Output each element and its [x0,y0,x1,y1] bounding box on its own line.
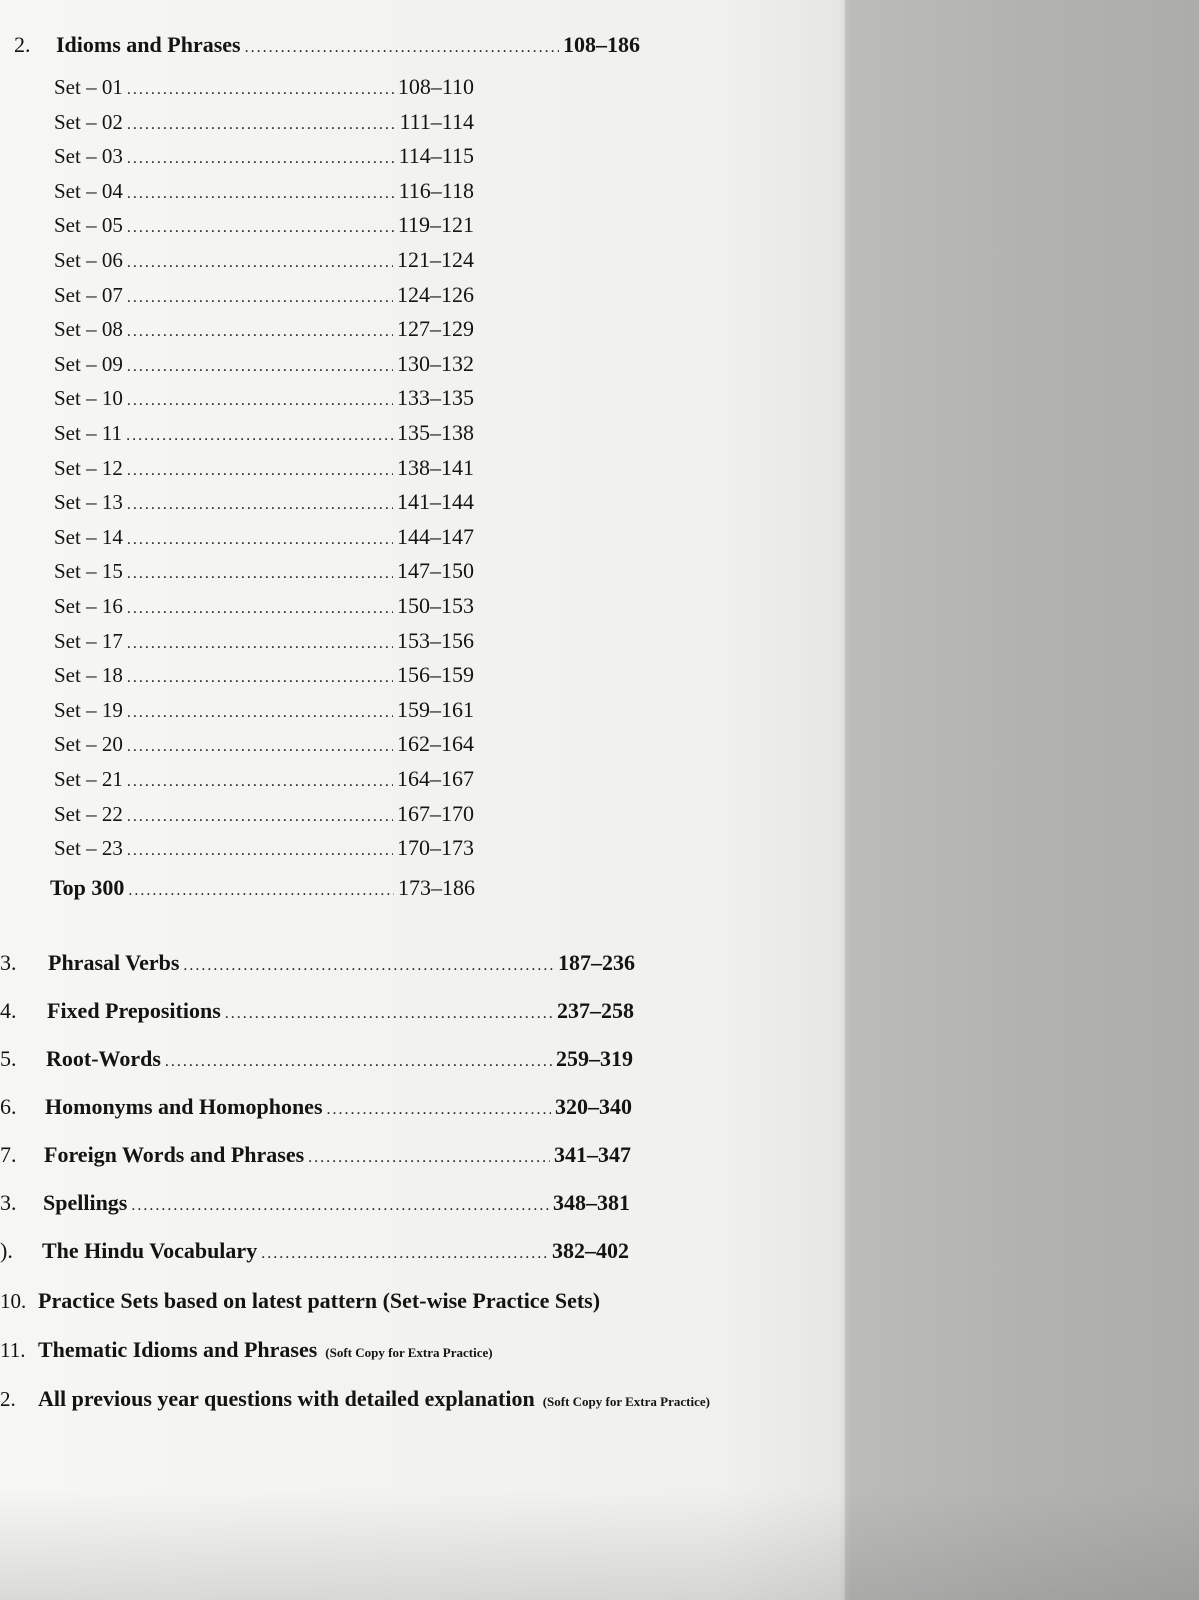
toc-entry-set [54,351,474,377]
set-label: Set – 13 [54,490,123,515]
entry-pages: 382–402 [552,1238,629,1263]
entry-pages: 320–340 [555,1094,632,1119]
dot-leader [127,323,393,341]
set-pages: 135–138 [397,420,474,445]
set-label: Set – 15 [54,559,123,584]
set-pages: 108–110 [397,74,474,99]
entry-title: Top 300 [50,875,125,900]
toc-entry-set [54,489,474,515]
dot-leader [245,39,559,57]
toc-entry-chapter [0,1046,633,1072]
dot-leader [127,600,393,618]
toc-entry-set [54,385,474,411]
toc-entry-chapter [0,950,635,976]
dot-leader [183,957,554,975]
set-pages: 138–141 [397,454,474,480]
set-pages: 121–124 [397,247,474,272]
entry-title: Phrasal Verbs [48,950,180,975]
dot-leader [127,842,393,860]
entry-number: 7. [0,1142,17,1167]
toc-entry-set [54,593,474,619]
entry-pages: 173–186 [398,875,475,900]
toc-entry-set [54,628,474,654]
entry-title: Homonyms and Homophones [45,1094,323,1119]
toc-entry-set [54,212,474,238]
set-label: Set – 11 [54,421,123,445]
toc-entry-chapter [0,998,634,1024]
toc-entry-chapter [0,1190,630,1216]
dot-leader [127,738,393,756]
toc-entry-set [54,731,474,757]
toc-entry-chapter [0,1094,632,1120]
set-label: Set – 10 [54,386,123,411]
toc-entry-set [54,282,474,308]
entry-number: 2. [14,32,31,57]
dot-leader [126,427,393,445]
entry-number: 6. [0,1094,17,1119]
entry-title: The Hindu Vocabulary [42,1238,258,1263]
entry-number: 10. [0,1289,27,1313]
entry-title: Root-Words [46,1046,161,1071]
entry-title: Idioms and Phrases [56,32,241,57]
toc-entry-previous-year [0,1386,710,1412]
set-label: Set – 02 [54,109,123,134]
set-label: Set – 20 [54,732,123,757]
entry-title: Foreign Words and Phrases [44,1142,305,1167]
set-label: Set – 21 [54,767,123,791]
entry-pages: 237–258 [557,998,634,1023]
set-pages: 159–161 [397,696,474,722]
toc-entry-chapter [0,1142,631,1168]
toc-entry-set [54,662,474,688]
entry-note: (Soft Copy for Extra Practice) [325,1345,493,1360]
entry-number: 11. [0,1338,26,1362]
set-label: Set – 17 [54,628,123,653]
set-pages: 164–167 [397,766,474,791]
toc-entry-idioms [14,32,640,58]
dot-leader [127,150,395,168]
set-label: Set – 06 [54,248,123,272]
entry-title: Spellings [43,1190,128,1215]
toc-entry-set [54,455,474,481]
entry-title: Fixed Prepositions [47,998,221,1023]
toc-entry-set [54,524,474,550]
entry-number: ). [0,1238,13,1263]
dot-leader [127,81,394,99]
entry-number: 2. [0,1387,16,1411]
dot-leader [127,289,393,307]
set-label: Set – 09 [54,351,123,376]
set-label: Set – 08 [54,317,123,342]
dot-leader [308,1149,550,1167]
set-pages: 170–173 [397,835,474,861]
entry-pages: 108–186 [563,32,640,57]
toc-entry-set [54,420,474,446]
entry-pages: 341–347 [554,1142,631,1167]
dot-leader [127,358,393,376]
set-pages: 150–153 [397,593,474,618]
page-shadow-bottom [0,1490,1199,1600]
set-pages: 130–132 [397,350,474,376]
set-pages: 116–118 [398,177,474,203]
entry-title: Thematic Idioms and Phrases [38,1337,318,1362]
dot-leader [165,1053,552,1071]
set-pages: 111–114 [399,108,474,134]
dot-leader [127,704,393,722]
set-label: Set – 03 [54,144,123,169]
entry-pages: 259–319 [556,1046,633,1071]
dot-leader [131,1197,549,1215]
entry-number: 4. [0,998,17,1023]
set-pages: 167–170 [397,800,474,826]
dot-leader [127,565,393,583]
dot-leader [327,1101,551,1119]
set-label: Set – 18 [54,663,123,688]
toc-entry-set [54,835,474,861]
set-pages: 119–121 [397,212,474,238]
set-pages: 147–150 [397,558,474,584]
dot-leader [127,496,393,514]
entry-pages: 187–236 [558,950,635,975]
dot-leader [225,1005,553,1023]
set-pages: 144–147 [397,523,474,549]
entry-number: 3. [0,1190,17,1215]
set-pages: 141–144 [397,489,474,515]
dot-leader [127,808,393,826]
entry-number: 5. [0,1046,17,1071]
toc-entry-set [54,143,474,169]
toc-entry-thematic-idioms [0,1337,493,1363]
dot-leader [127,185,395,203]
set-label: Set – 12 [54,455,123,480]
set-label: Set – 01 [54,75,123,99]
entry-pages: 348–381 [553,1190,630,1215]
set-pages: 153–156 [397,627,474,653]
toc-entry-practice-sets [0,1288,600,1314]
set-label: Set – 14 [54,524,123,549]
set-label: Set – 05 [54,213,123,238]
toc-entry-set [54,766,474,792]
dot-leader [127,462,393,480]
toc-entry-top300 [50,875,475,901]
toc-entry-set [54,178,474,204]
dot-leader [127,392,393,410]
dot-leader [127,254,393,272]
dot-leader [127,531,393,549]
set-pages: 114–115 [398,143,474,169]
set-pages: 133–135 [397,385,474,411]
dot-leader [127,669,393,687]
set-label: Set – 22 [54,801,123,826]
toc-entry-set [54,697,474,723]
dot-leader [261,1245,548,1263]
toc-entry-set [54,558,474,584]
set-pages: 156–159 [397,662,474,688]
toc-entry-set [54,316,474,342]
set-label: Set – 19 [54,697,123,722]
set-pages: 124–126 [397,281,474,307]
entry-title: Practice Sets based on latest pattern (Set-wise Practice Sets) [38,1288,601,1313]
dot-leader [128,882,394,900]
dot-leader [127,219,394,237]
toc-entry-set [54,109,474,135]
entry-number: 3. [0,950,17,975]
page-shadow-right [845,0,1199,1600]
set-label: Set – 07 [54,282,123,307]
set-label: Set – 23 [54,836,123,861]
entry-note: (Soft Copy for Extra Practice) [542,1394,710,1409]
entry-title: All previous year questions with detailed explanation [38,1386,535,1411]
toc-entry-chapter [0,1238,629,1264]
dot-leader [127,116,396,134]
toc-entry-set [54,74,474,100]
dot-leader [127,773,393,791]
toc-entry-set [54,801,474,827]
set-pages: 127–129 [397,316,474,342]
dot-leader [127,635,393,653]
set-label: Set – 16 [54,594,123,618]
set-label: Set – 04 [54,178,123,203]
set-pages: 162–164 [397,731,474,757]
toc-entry-set [54,247,474,273]
